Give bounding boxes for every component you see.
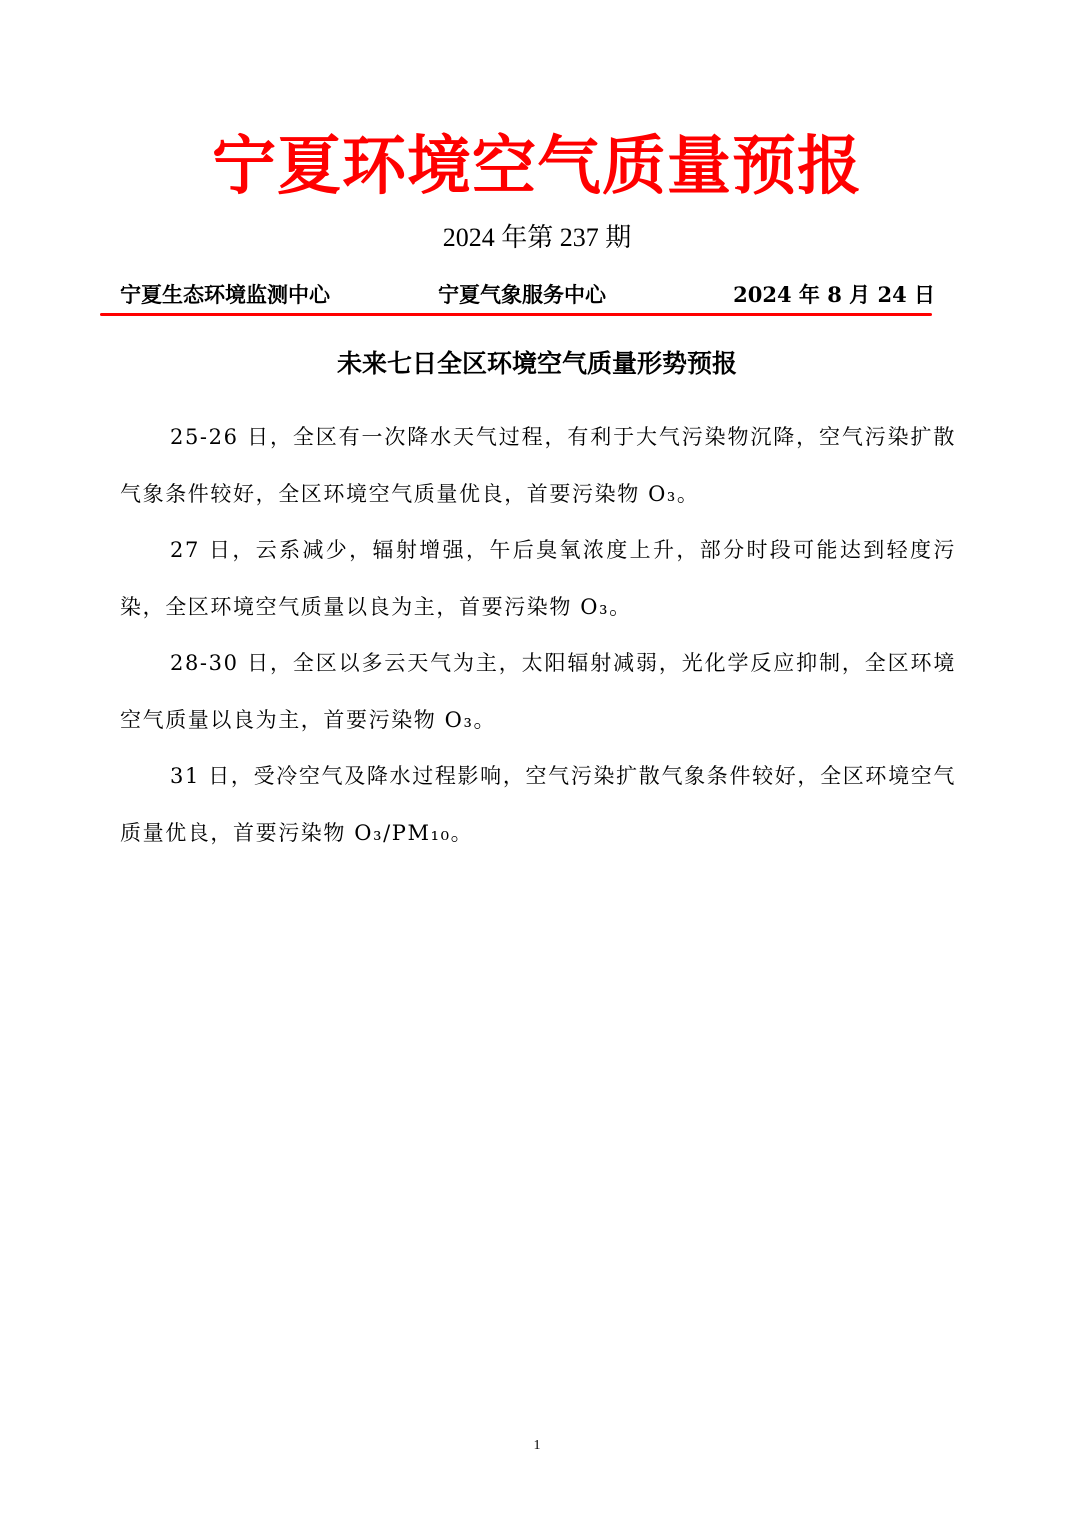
issue-date: 2024 年 8 月 24 日 <box>733 282 935 307</box>
forecast-paragraph: 27 日，云系减少，辐射增强，午后臭氧浓度上升，部分时段可能达到轻度污染，全区环境空气质量以良为主，首要污染物 O₃。 <box>120 538 956 619</box>
issuer-row <box>120 278 935 312</box>
issue-number: 2024 年第 237 期 <box>442 223 632 252</box>
forecast-body <box>120 409 956 861</box>
forecast-paragraph: 31 日，受冷空气及降水过程影响，空气污染扩散气象条件较好，全区环境空气质量优良，首要污染物 O₃/PM₁₀。 <box>120 764 956 845</box>
masthead-title: 宁夏环境空气质量预报 <box>212 129 862 204</box>
forecast-paragraph: 25-26 日，全区有一次降水天气过程，有利于大气污染物沉降，空气污染扩散气象条件较好，全区环境空气质量优良，首要污染物 O₃。 <box>120 425 956 506</box>
issuer-environment: 宁夏生态环境监测中心 <box>120 282 330 307</box>
header-divider <box>100 313 932 316</box>
section-title: 未来七日全区环境空气质量形势预报 <box>336 349 737 378</box>
page-number: 1 <box>533 1438 541 1453</box>
forecast-paragraph: 28-30 日，全区以多云天气为主，太阳辐射减弱，光化学反应抑制，全区环境空气质量以良为主，首要污染物 O₃。 <box>120 651 956 732</box>
issuer-meteorology: 宁夏气象服务中心 <box>438 282 606 307</box>
